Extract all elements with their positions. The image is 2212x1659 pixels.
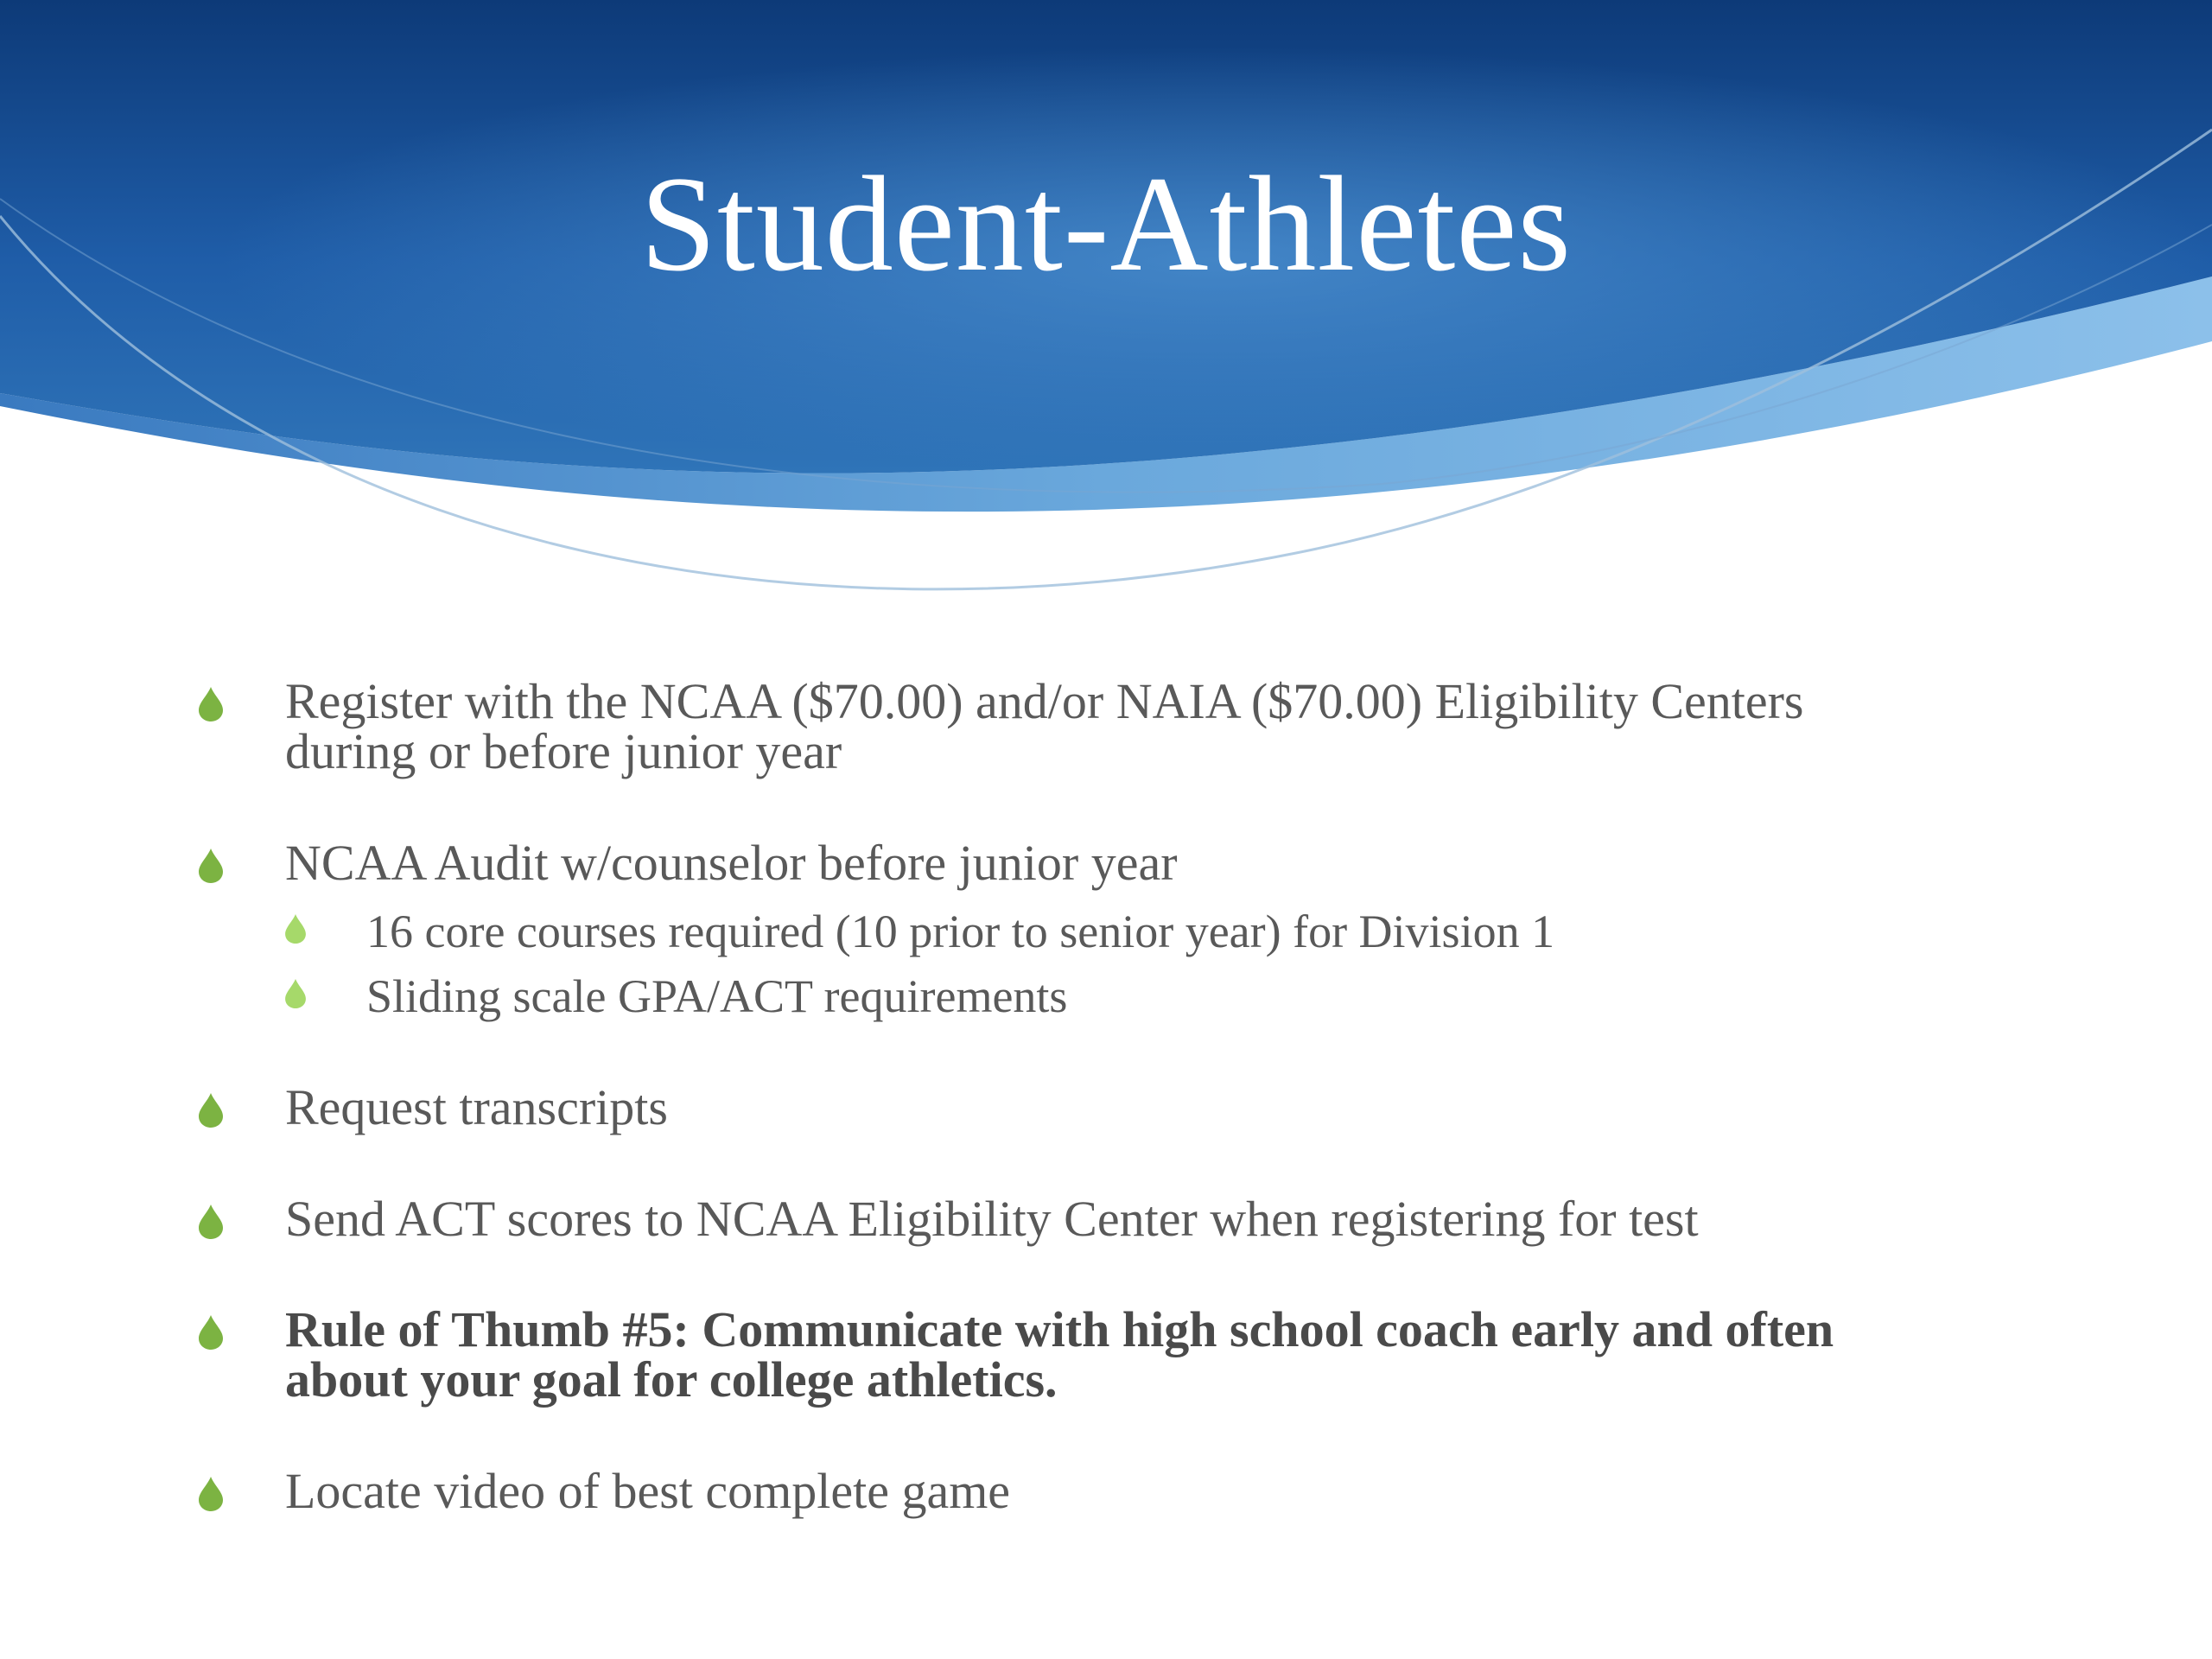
bullet-text (285, 1463, 2117, 1519)
bullet-line: Sliding scale GPA/ACT requirements (366, 970, 1068, 1022)
bullet-line: 16 core courses required (10 prior to senior year) for Division 1 (366, 906, 1555, 957)
bullet-line: Rule of Thumb #5: Communicate with high school coach early and often (285, 1301, 1834, 1357)
bullet-text (285, 1079, 2117, 1135)
bullet-text (366, 907, 2077, 956)
bullet-line: Request transcripts (285, 1079, 668, 1135)
bullet-line: Send ACT scores to NCAA Eligibility Center when registering for test (285, 1191, 1699, 1247)
droplet-bullet-icon (199, 1205, 223, 1239)
droplet-bullet-icon (199, 1315, 223, 1350)
bullet-text (285, 1191, 2117, 1247)
slide-title: Student-Athletes (640, 149, 1572, 300)
bullet-line: Locate video of best complete game (285, 1463, 1011, 1519)
droplet-bullet-icon (199, 687, 223, 721)
bullet-line: NCAA Audit w/counselor before junior year (285, 835, 1178, 891)
bullet-text (285, 1301, 2117, 1408)
bullet-line: during or before junior year (285, 723, 842, 779)
droplet-bullet-icon (285, 914, 306, 944)
bullet-line: Register with the NCAA ($70.00) and/or NAIA ($70.00) Eligibility Centers (285, 673, 1804, 729)
droplet-bullet-icon (199, 1093, 223, 1128)
droplet-bullet-icon (285, 979, 306, 1008)
droplet-bullet-icon (199, 1477, 223, 1511)
bullet-line: about your goal for college athletics. (285, 1351, 1058, 1408)
bullet-text (285, 835, 2117, 891)
bullet-text (366, 972, 2077, 1020)
bullet-text (285, 673, 2117, 779)
droplet-bullet-icon (199, 849, 223, 883)
